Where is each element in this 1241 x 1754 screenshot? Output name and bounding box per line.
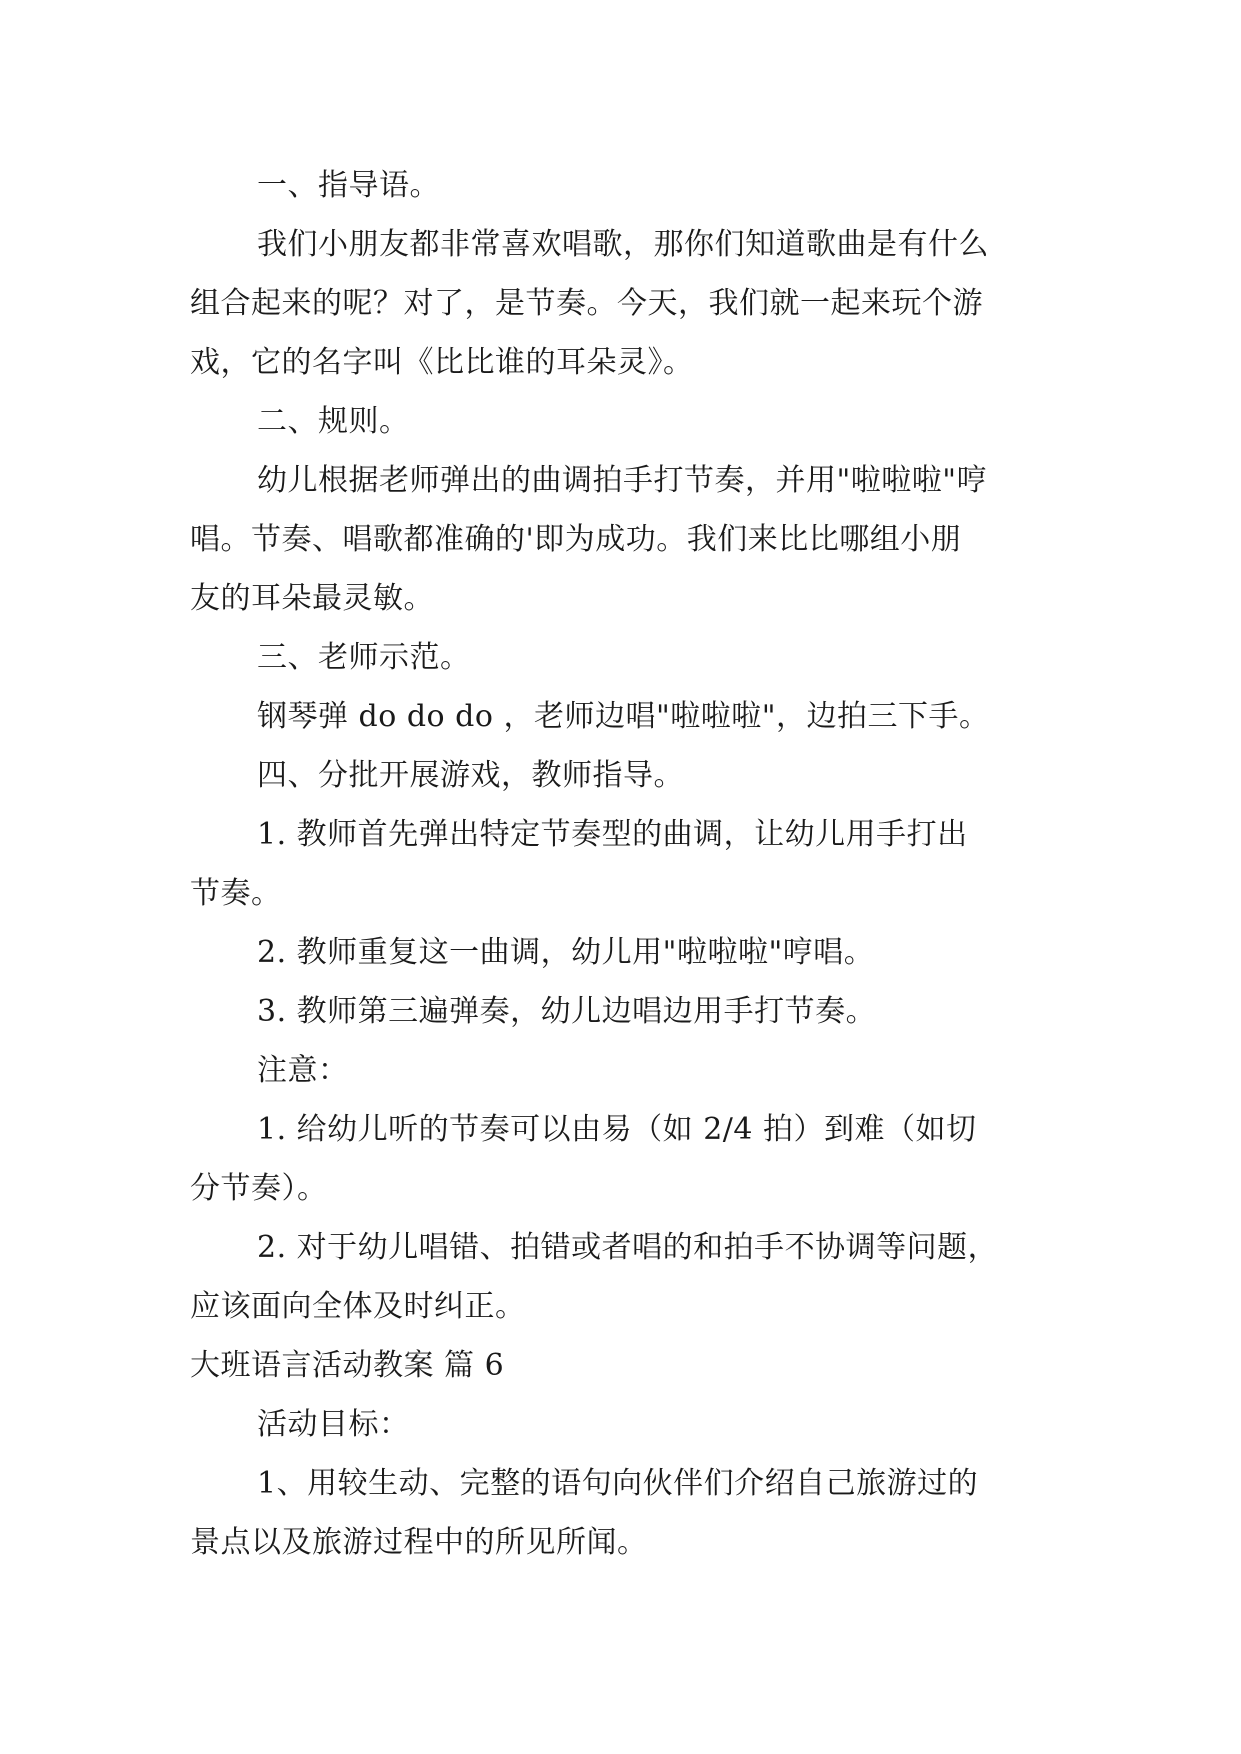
section-heading: 一、指导语。 xyxy=(257,168,440,203)
list-item-line: 节奏。 xyxy=(190,876,282,911)
list-item-line: 2. 教师重复这一曲调，幼儿用"啦啦啦"哼唱。 xyxy=(257,935,875,970)
section-heading: 二、规则。 xyxy=(257,404,410,439)
section-heading: 活动目标： xyxy=(257,1407,410,1442)
paragraph-line: 我们小朋友都非常喜欢唱歌，那你们知道歌曲是有什么 xyxy=(257,227,989,262)
section-heading: 四、分批开展游戏，教师指导。 xyxy=(257,758,684,793)
section-heading: 三、老师示范。 xyxy=(257,640,471,675)
paragraph-line: 组合起来的呢？对了，是节奏。今天，我们就一起来玩个游 xyxy=(190,286,983,321)
paragraph-line: 幼儿根据老师弹出的曲调拍手打节奏，并用"啦啦啦"哼 xyxy=(257,463,988,498)
paragraph-line: 唱。节奏、唱歌都准确的'即为成功。我们来比比哪组小朋 xyxy=(190,522,962,557)
paragraph-line: 钢琴弹 do do do ，老师边唱"啦啦啦"，边拍三下手。 xyxy=(257,699,990,734)
list-item-line: 分节奏）。 xyxy=(190,1171,328,1206)
list-item-line: 应该面向全体及时纠正。 xyxy=(190,1289,526,1324)
note-heading: 注意： xyxy=(257,1053,349,1088)
list-item-line: 景点以及旅游过程中的所见所闻。 xyxy=(190,1525,648,1560)
paragraph-line: 戏，它的名字叫《比比谁的耳朵灵》。 xyxy=(190,345,694,380)
paragraph-line: 友的耳朵最灵敏。 xyxy=(190,581,434,616)
document-title: 大班语言活动教案 篇 6 xyxy=(190,1348,505,1383)
list-item-line: 2. 对于幼儿唱错、拍错或者唱的和拍手不协调等问题， xyxy=(257,1230,999,1265)
list-item-line: 1. 教师首先弹出特定节奏型的曲调，让幼儿用手打出 xyxy=(257,817,968,852)
list-item-line: 3. 教师第三遍弹奏，幼儿边唱边用手打节奏。 xyxy=(257,994,877,1029)
list-item-line: 1、用较生动、完整的语句向伙伴们介绍自己旅游过的 xyxy=(257,1466,979,1501)
list-item-line: 1. 给幼儿听的节奏可以由易（如 2/4 拍）到难（如切 xyxy=(257,1112,977,1147)
